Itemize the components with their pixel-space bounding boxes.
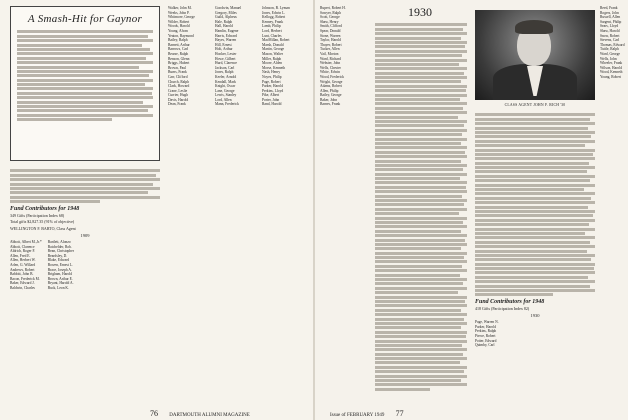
- name-entry: Stevens, Carl: [600, 38, 620, 43]
- name-entry: Rand, Harold: [262, 102, 282, 107]
- name-entry: Spear, Donald: [320, 28, 341, 33]
- name-entry: Whitmore, George: [168, 15, 195, 20]
- name-entry: Arlen, G. Willard: [10, 263, 36, 268]
- name-entry: Dean, Frank: [168, 102, 186, 107]
- article-title: A Smash-Hit for Gaynor: [27, 13, 143, 25]
- name-entry: Wilder, Robert: [168, 19, 190, 24]
- fund-heading-right: Fund Contributors for 1948: [475, 299, 545, 306]
- name-entry: Rogers, John: [600, 10, 619, 15]
- name-entry: Barnes, Frank: [320, 102, 341, 107]
- name-entry: Abbott, Albert M.,Jr.*: [10, 240, 42, 245]
- name-entry: Tucker, Allen: [320, 47, 340, 52]
- name-entry: Shaw, Harold: [600, 28, 620, 33]
- name-entry: Moore, Alden: [262, 61, 282, 66]
- name-entry: Burns, Frank: [168, 70, 187, 75]
- class-label-right: 1930: [530, 312, 540, 318]
- name-entry: Brigham, Harold: [47, 272, 73, 277]
- name-entry: Clark, Howard: [168, 84, 190, 89]
- name-entry: Knight, Oscar: [215, 84, 236, 89]
- left-col3: [168, 6, 213, 406]
- name-entry: Lunt, Charles: [262, 33, 282, 38]
- name-entry: Guild, Alpheus: [215, 15, 237, 20]
- name-entry: Sears, Lloyd: [600, 24, 619, 29]
- fund-subline-right: 418 Gifts (Participation Index 82): [475, 306, 530, 311]
- right-col2: [375, 22, 467, 407]
- name-entry: Page, Robert: [262, 79, 281, 84]
- name-entry: Jackson, Carl: [215, 65, 235, 70]
- name-entry: Rupert, Robert H.: [320, 6, 346, 10]
- name-entry: Bean, Christopher: [47, 249, 74, 254]
- name-entry: Hurd, Clarence: [215, 61, 237, 66]
- name-entry: Babbitt, John B.: [10, 272, 34, 277]
- name-entry: Webster, John: [320, 61, 341, 66]
- name-entry: Stone, Warren: [320, 33, 341, 38]
- name-entry: Thomas, Edward: [600, 42, 625, 47]
- name-entry: Currier, Hugh: [168, 93, 189, 98]
- portrait-photo: [475, 10, 595, 100]
- name-entry: Reed, Frank: [600, 6, 618, 10]
- name-entry: Wright, George: [320, 79, 343, 84]
- page-number-left: 76: [150, 409, 158, 418]
- name-entry: Lewis, Stanley: [215, 93, 237, 98]
- name-entry: Wood, Kenneth: [600, 70, 623, 75]
- name-entry: Wells, Chester: [320, 65, 341, 70]
- name-entry: Adams, Robert: [320, 84, 342, 89]
- right-col3: [475, 112, 595, 407]
- name-entry: Bartlett, Alonzo: [47, 240, 71, 245]
- name-entry: Brace, Joseph A.: [47, 267, 72, 272]
- name-entry: Carr, Clifford: [168, 74, 188, 79]
- name-entry: Young, Alvan: [168, 28, 188, 33]
- name-entry: Holt, Arthur: [215, 47, 233, 52]
- name-entry: White, Edwin: [320, 70, 340, 75]
- name-entry: Hale, Ralph: [215, 19, 233, 24]
- name-entry: Kendall, Mark: [215, 79, 236, 84]
- name-list-a: [10, 240, 42, 291]
- name-entry: Hamlin, Eugene: [215, 28, 239, 33]
- name-entry: Noyes, Philip: [262, 74, 282, 79]
- magazine-name: DARTMOUTH ALUMNI MAGAZINE: [169, 413, 250, 418]
- left-col5: [262, 6, 310, 406]
- right-col1: [320, 6, 368, 406]
- class-label: 1909: [80, 232, 90, 238]
- name-entry: Young, Robert: [600, 74, 622, 79]
- fund-subline: 349 Gifts (Participation Index 68): [10, 212, 65, 218]
- name-entry: Briggs, Hubert: [168, 61, 190, 66]
- name-entry: Buck, Leon K.: [47, 286, 69, 291]
- name-entry: Jones, Edwin L.: [262, 10, 286, 15]
- name-entry: Porter, John: [262, 97, 280, 102]
- name-entry: Mason, Walter: [262, 51, 284, 56]
- name-entry: Goodwin, Manuel: [215, 6, 242, 10]
- name-entry: Bacon, Frederick M.: [10, 276, 40, 281]
- name-entry: Hooker, Lester: [215, 51, 237, 56]
- name-list-b: [48, 240, 74, 291]
- name-entry: Abbott, Clarence: [10, 244, 35, 249]
- name-entry: Quimby, Carl: [475, 343, 495, 348]
- name-entry: Sawyer, Ralph: [320, 10, 342, 15]
- name-entry: Ward, George: [600, 51, 621, 56]
- name-entry: Shaw, Henry: [320, 19, 339, 24]
- name-entry: Benson, Glenn: [168, 56, 190, 61]
- name-entry: Smith, Clifford: [320, 24, 342, 29]
- name-entry: Baker, Edward J.: [10, 281, 35, 286]
- name-entry: Perkins, Lloyd: [262, 88, 284, 93]
- name-entry: Bearse, Ralph: [168, 51, 189, 56]
- issue-date: Issue of FEBRUARY 1949: [330, 413, 385, 418]
- photo-caption: CLASS AGENT JOHN F. RICH '30: [504, 103, 566, 107]
- year-heading: 1930: [408, 5, 432, 19]
- name-entry: Wood, Frederick: [320, 74, 345, 79]
- right-fund-names: [475, 320, 595, 348]
- left-col4: [215, 6, 260, 406]
- boxed-article: [10, 6, 160, 161]
- name-entry: Allen, Philip: [320, 88, 339, 93]
- name-entry: Sargent, Philip: [600, 19, 622, 24]
- name-entry: Parker, Harold: [262, 84, 284, 89]
- name-entry: Hall, Harold: [215, 24, 233, 29]
- name-entry: Davis, Harold: [168, 97, 189, 102]
- page-number-right: 77: [395, 409, 404, 418]
- name-entry: Blake, Edward: [47, 258, 70, 263]
- name-entry: Jones, Ralph: [215, 70, 234, 75]
- name-entry: Page, Warren N.: [475, 320, 499, 325]
- name-entry: Morse, Kenneth: [262, 65, 286, 70]
- class-agent: WELLINGTON F. BARTO, Class Agent: [10, 225, 76, 231]
- name-entry: Thayer, Robert: [320, 42, 342, 47]
- name-entry: Mann, Frederick: [215, 102, 239, 107]
- name-entry: Vail, Morton: [320, 51, 339, 56]
- name-entry: Kenney, Frank: [262, 19, 284, 24]
- name-entry: Martin, George: [262, 47, 285, 52]
- name-entry: Allen, Herbert W.: [10, 258, 36, 263]
- name-entry: Allen, Fred E.: [10, 253, 31, 258]
- name-entry: Bowen, Ernest L.: [47, 263, 73, 268]
- name-entry: Gregory, Miles: [215, 10, 237, 15]
- name-entry: Pierce, Robert: [475, 333, 496, 338]
- name-entry: Howe, Gilbert: [215, 56, 236, 61]
- name-entry: Bailey, George: [320, 93, 342, 98]
- name-entry: Crane, Leslie: [168, 88, 188, 93]
- name-entry: Beardsley, D.: [47, 253, 68, 258]
- name-entry: Russell, Allen: [600, 15, 621, 20]
- footer-left: [140, 409, 250, 418]
- name-entry: Hayes, Warren: [215, 38, 237, 43]
- name-entry: Keeler, Arnold: [215, 74, 237, 79]
- name-entry: Tuttle, Ralph: [600, 47, 619, 52]
- name-entry: Yeaton, Raymond: [168, 33, 194, 38]
- name-entry: Wheeler, Frank: [600, 61, 623, 66]
- name-entry: Andrews, Robert: [10, 267, 35, 272]
- name-entry: Bryant, Harold A.: [47, 281, 74, 286]
- right-col5: [600, 6, 626, 406]
- name-entry: Woods, Harold: [168, 24, 190, 29]
- name-entry: Potter, Edward: [475, 338, 497, 343]
- fund-subline-total: Total gifts $2,827.35 (91% of objective): [10, 219, 75, 225]
- name-entry: Nash, Henry: [262, 70, 281, 75]
- name-entry: MacMillan, Robert: [262, 38, 290, 43]
- name-entry: Baldwin, Charles: [10, 286, 35, 291]
- name-entry: Parker, Harold: [475, 324, 497, 329]
- name-entry: Perkins, Ralph: [475, 329, 497, 334]
- name-entry: Lord, Allen: [215, 97, 232, 102]
- name-entry: Lane, George: [215, 88, 235, 93]
- left-col1: [10, 168, 160, 403]
- name-entry: Baker, John: [320, 97, 338, 102]
- page-gutter: [313, 0, 315, 420]
- name-entry: Walker, John M.: [168, 6, 192, 10]
- name-entry: Weeks, John P.: [168, 10, 190, 15]
- name-entry: Wells, John: [600, 56, 617, 61]
- name-entry: Harris, Edward: [215, 33, 237, 38]
- name-entry: Hill, Ernest: [215, 42, 232, 47]
- name-entry: Batchelder, Rob.: [47, 244, 72, 249]
- name-entry: Bailey, Ralph: [168, 38, 188, 43]
- name-entry: Wilson, Harold: [600, 65, 623, 70]
- name-entry: Brown, Paul: [168, 65, 186, 70]
- name-entry: Barrows, Carl: [168, 47, 189, 52]
- name-entry: Ward, Richard: [320, 56, 341, 61]
- name-entry: Snow, Robert: [600, 33, 620, 38]
- name-entry: Kellogg, Robert: [262, 15, 286, 20]
- name-entry: Brown, Arthur E.: [47, 276, 73, 281]
- name-entry: Lord, Herbert: [262, 28, 282, 33]
- name-entry: Pike, Albert: [262, 93, 280, 98]
- name-entry: Barnett, Arthur: [168, 42, 190, 47]
- name-entry: Taylor, Harold: [320, 38, 341, 43]
- footer-right: [330, 409, 414, 418]
- name-entry: Miller, Ralph: [262, 56, 282, 61]
- name-entry: Scott, George: [320, 15, 340, 20]
- name-entry: Marsh, Donald: [262, 42, 284, 47]
- name-entry: Church, Ralph: [168, 79, 189, 84]
- fund-heading: Fund Contributors for 1948: [10, 206, 80, 213]
- name-entry: Lamb, Philip: [262, 24, 281, 29]
- name-entry: Aldrich, Roger F.: [10, 249, 36, 254]
- name-entry: Johnson, B. Lyman: [262, 6, 290, 10]
